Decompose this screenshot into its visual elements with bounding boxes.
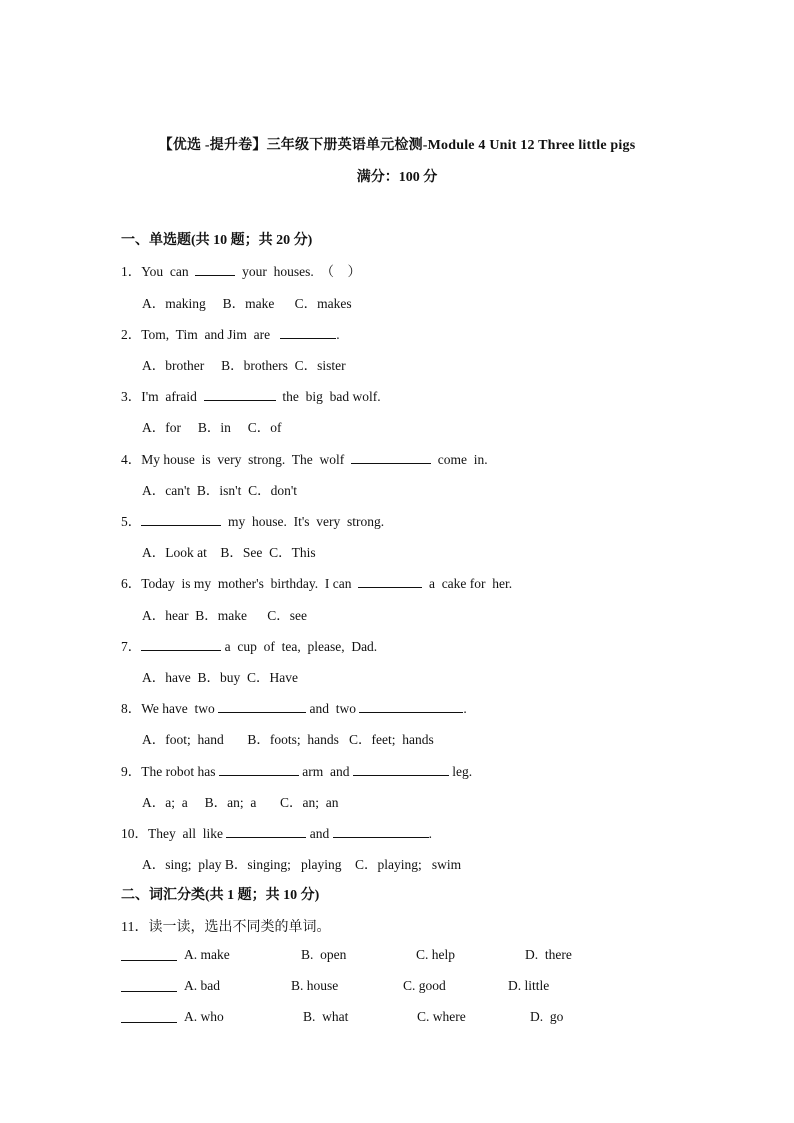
question-11-prompt: 11．读一读，选出不同类的单词。 — [121, 920, 331, 935]
choice-c: C. help — [416, 947, 455, 962]
answer-blank[interactable] — [218, 700, 306, 713]
page-title: 【优选 -提升卷】三年级下册英语单元检测-Module 4 Unit 12 Three little pigs — [158, 138, 636, 153]
options-4: A．can't B．isn't C．don't — [142, 483, 298, 498]
question-text: a cake for her. — [428, 576, 513, 591]
question-8 — [121, 697, 467, 717]
choice-a: A. bad — [184, 978, 220, 993]
options-1: A．making B．make C．makes — [142, 296, 352, 311]
question-number: 3． — [121, 389, 142, 404]
question-text: the big bad wolf. — [282, 389, 381, 404]
question-text: We have two — [141, 701, 215, 716]
section-heading-multiple-choice: 一、单选题(共 10 题；共 20 分) — [121, 233, 313, 248]
question-text: My house is very strong. The wolf — [141, 452, 345, 467]
options-3: A．for B．in C．of — [142, 420, 282, 435]
vocab-row — [121, 1009, 681, 1027]
choice-c: C. good — [403, 978, 446, 993]
vocab-row — [121, 978, 681, 996]
options-10: A．sing; play B．singing; playing C．playing; swim — [142, 857, 462, 872]
question-text: I'm afraid — [141, 389, 197, 404]
choice-c: C. where — [417, 1009, 466, 1024]
choice-d: D. go — [530, 1009, 564, 1024]
choice-a: A. make — [184, 947, 230, 962]
question-10 — [121, 822, 432, 842]
options-9: A．a; a B．an; a C．an; an — [142, 795, 339, 810]
question-text: a cup of tea, please, Dad. — [224, 639, 378, 654]
question-number: 8． — [121, 701, 142, 716]
options-5: A．Look at B．See C．This — [142, 545, 316, 560]
question-4 — [121, 448, 488, 468]
question-2 — [121, 323, 340, 343]
question-text: your houses. （ ） — [242, 264, 362, 279]
choice-b: B. open — [301, 947, 347, 962]
answer-blank[interactable] — [219, 763, 299, 776]
question-text: come in. — [437, 452, 488, 467]
question-text: You can — [141, 264, 189, 279]
answer-blank[interactable] — [226, 825, 306, 838]
question-6 — [121, 572, 512, 592]
question-9 — [121, 760, 472, 780]
question-text: Today is my mother's birthday. I can — [141, 576, 352, 591]
question-number: 1． — [121, 264, 142, 279]
question-text: and — [309, 826, 330, 841]
question-number: 10． — [121, 826, 148, 841]
vocab-row — [121, 947, 681, 965]
question-text: . — [463, 701, 467, 716]
answer-blank[interactable] — [359, 700, 463, 713]
question-number: 7． — [121, 639, 142, 654]
question-text: arm and — [302, 764, 350, 779]
question-number: 4． — [121, 452, 142, 467]
question-1 — [121, 260, 361, 280]
choice-b: B. house — [291, 978, 339, 993]
choice-b: B. what — [303, 1009, 349, 1024]
answer-blank[interactable] — [353, 763, 449, 776]
answer-blank[interactable] — [358, 575, 422, 588]
question-text: and two — [309, 701, 357, 716]
answer-blank[interactable] — [141, 513, 221, 526]
total-score: 满分：100 分 — [356, 170, 438, 185]
answer-blank[interactable] — [280, 326, 336, 339]
answer-blank[interactable] — [141, 638, 221, 651]
question-text: Tom, Tim and Jim are — [141, 327, 271, 342]
answer-blank[interactable] — [333, 825, 429, 838]
question-text: . — [428, 826, 432, 841]
question-text: . — [336, 327, 340, 342]
section-heading-vocabulary: 二、词汇分类(共 1 题；共 10 分) — [121, 888, 320, 903]
question-text: The robot has — [141, 764, 216, 779]
question-text: They all like — [148, 826, 223, 841]
question-text: my house. It's very strong. — [228, 514, 385, 529]
question-7 — [121, 635, 377, 655]
options-7: A．have B．buy C．Have — [142, 670, 298, 685]
question-number: 5． — [121, 514, 142, 529]
question-3 — [121, 385, 381, 405]
choice-d: D. there — [525, 947, 572, 962]
question-number: 9． — [121, 764, 142, 779]
answer-blank[interactable] — [351, 451, 431, 464]
answer-blank[interactable] — [204, 388, 276, 401]
question-number: 2． — [121, 327, 142, 342]
choice-a: A. who — [184, 1009, 224, 1024]
choice-d: D. little — [508, 978, 550, 993]
options-2: A．brother B．brothers C．sister — [142, 358, 346, 373]
answer-blank[interactable] — [121, 1009, 177, 1023]
answer-blank[interactable] — [195, 263, 235, 276]
options-6: A．hear B．make C．see — [142, 608, 307, 623]
answer-blank[interactable] — [121, 947, 177, 961]
options-8: A．foot; hand B．foots; hands C．feet; hands — [142, 732, 434, 747]
answer-blank[interactable] — [121, 978, 177, 992]
question-number: 6． — [121, 576, 142, 591]
question-5 — [121, 510, 384, 530]
question-text: leg. — [452, 764, 473, 779]
